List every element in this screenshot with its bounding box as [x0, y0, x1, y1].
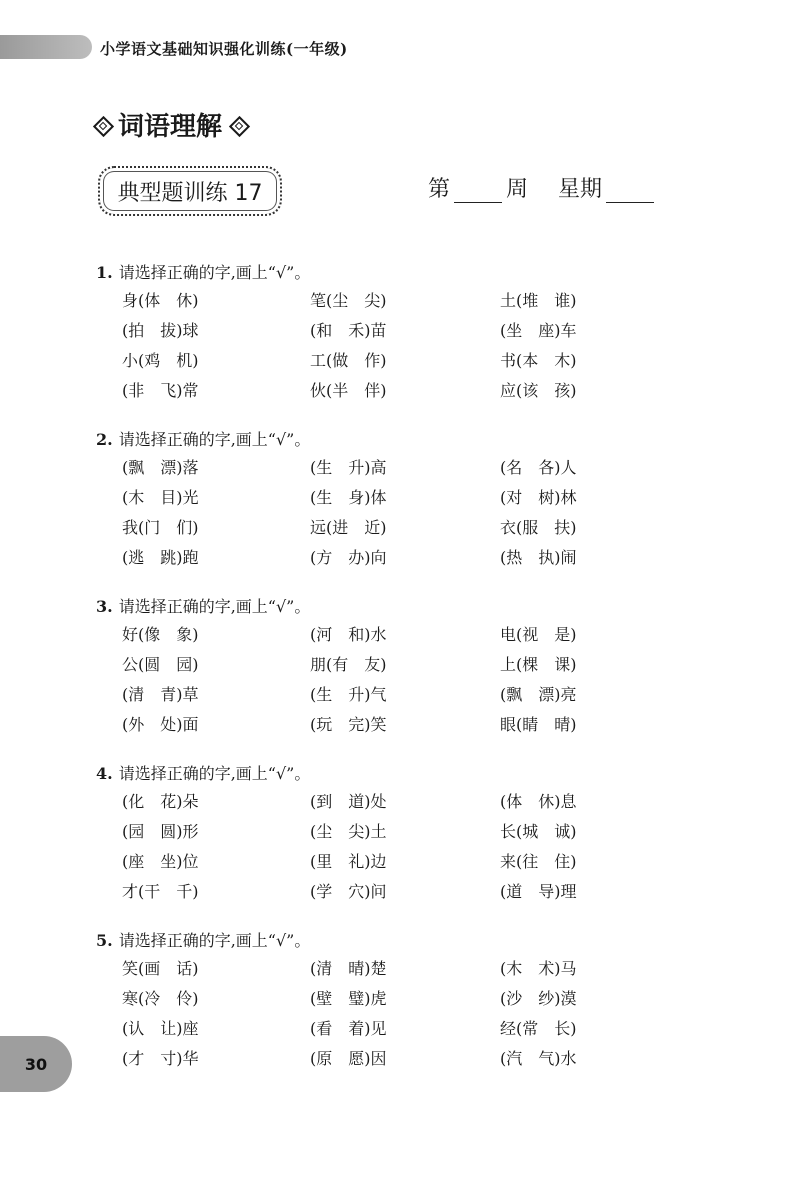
- choice-item[interactable]: 才(干 千): [122, 882, 199, 901]
- choice-item[interactable]: (逃 跳)跑: [122, 548, 199, 567]
- choice-item[interactable]: 笔(尘 尖): [310, 291, 387, 310]
- choice-item[interactable]: (园 圆)形: [122, 822, 199, 841]
- choice-item[interactable]: 好(像 象): [122, 625, 199, 644]
- choice-item[interactable]: (木 目)光: [122, 488, 199, 507]
- question-instruction: 请选择正确的字,画上“√”。: [118, 764, 311, 783]
- choice-item[interactable]: (清 青)草: [122, 685, 199, 704]
- choice-item[interactable]: (生 身)体: [310, 488, 387, 507]
- question-row: [96, 378, 616, 408]
- question-instruction: 请选择正确的字,画上“√”。: [118, 430, 311, 449]
- page-number: 30: [24, 1054, 48, 1074]
- question-block: [96, 258, 616, 408]
- weekday-blank[interactable]: [606, 178, 654, 203]
- question-row: [96, 712, 616, 742]
- question-row: [96, 789, 616, 819]
- question-row: [96, 652, 616, 682]
- question-row: [96, 682, 616, 712]
- choice-item[interactable]: (飘 漂)亮: [500, 685, 577, 704]
- question-title: [96, 926, 616, 956]
- choice-item[interactable]: 伙(半 伴): [310, 381, 387, 400]
- question-instruction: 请选择正确的字,画上“√”。: [118, 597, 311, 616]
- choice-item[interactable]: 土(堆 谁): [500, 291, 577, 310]
- choice-item[interactable]: 工(做 作): [310, 351, 387, 370]
- diamond-icon: [230, 117, 246, 133]
- question-number: 1.: [96, 263, 113, 282]
- choice-item[interactable]: (尘 尖)土: [310, 822, 387, 841]
- choice-item[interactable]: (木 术)马: [500, 959, 577, 978]
- choice-item[interactable]: (坐 座)车: [500, 321, 577, 340]
- choice-item[interactable]: (沙 纱)漠: [500, 989, 577, 1008]
- question-number: 4.: [96, 764, 113, 783]
- choice-item[interactable]: (汽 气)水: [500, 1049, 577, 1068]
- page-number-tab: [0, 1036, 72, 1092]
- choice-item[interactable]: 身(体 休): [122, 291, 199, 310]
- week-prefix: 第: [428, 177, 451, 202]
- choice-item[interactable]: 上(棵 课): [500, 655, 577, 674]
- choice-item[interactable]: (清 晴)楚: [310, 959, 387, 978]
- choice-item[interactable]: (化 花)朵: [122, 792, 199, 811]
- choice-item[interactable]: 书(本 木): [500, 351, 577, 370]
- choice-item[interactable]: (里 礼)边: [310, 852, 387, 871]
- question-number: 2.: [96, 430, 113, 449]
- choice-item[interactable]: 长(城 诚): [500, 822, 577, 841]
- choice-item[interactable]: (座 坐)位: [122, 852, 199, 871]
- choice-item[interactable]: 朋(有 友): [310, 655, 387, 674]
- choice-item[interactable]: (壁 璧)虎: [310, 989, 387, 1008]
- choice-item[interactable]: 眼(睛 晴): [500, 715, 577, 734]
- week-info: [428, 172, 654, 203]
- choice-item[interactable]: (到 道)处: [310, 792, 387, 811]
- question-row: [96, 318, 616, 348]
- question-row: [96, 515, 616, 545]
- question-row: [96, 485, 616, 515]
- question-block: [96, 592, 616, 742]
- choice-item[interactable]: (和 禾)苗: [310, 321, 387, 340]
- choice-item[interactable]: (体 休)息: [500, 792, 577, 811]
- choice-item[interactable]: (生 升)高: [310, 458, 387, 477]
- choice-item[interactable]: (热 执)闹: [500, 548, 577, 567]
- choice-item[interactable]: (名 各)人: [500, 458, 577, 477]
- question-row: [96, 849, 616, 879]
- question-row: [96, 1016, 616, 1046]
- question-row: [96, 348, 616, 378]
- question-title: [96, 425, 616, 455]
- choice-item[interactable]: (才 寸)华: [122, 1049, 199, 1068]
- choice-item[interactable]: (认 让)座: [122, 1019, 199, 1038]
- weekday-word: 星期: [558, 177, 603, 202]
- question-number: 5.: [96, 931, 113, 950]
- question-row: [96, 956, 616, 986]
- choice-item[interactable]: 远(进 近): [310, 518, 387, 537]
- choice-item[interactable]: (玩 完)笑: [310, 715, 387, 734]
- choice-item[interactable]: (对 树)林: [500, 488, 577, 507]
- choice-item[interactable]: (学 穴)问: [310, 882, 387, 901]
- choice-item[interactable]: 电(视 是): [500, 625, 577, 644]
- question-row: [96, 545, 616, 575]
- book-title: 小学语文基础知识强化训练(一年级): [100, 40, 348, 58]
- question-block: [96, 926, 616, 1076]
- question-title: [96, 592, 616, 622]
- choice-item[interactable]: 经(常 长): [500, 1019, 577, 1038]
- choice-item[interactable]: (看 着)见: [310, 1019, 387, 1038]
- question-title: [96, 759, 616, 789]
- question-block: [96, 425, 616, 575]
- question-instruction: 请选择正确的字,画上“√”。: [118, 263, 311, 282]
- choice-item[interactable]: (非 飞)常: [122, 381, 199, 400]
- choice-item[interactable]: (原 愿)因: [310, 1049, 387, 1068]
- question-title: [96, 258, 616, 288]
- training-label: 典型题训练 17: [117, 180, 263, 206]
- question-row: [96, 1046, 616, 1076]
- section-heading: [94, 106, 246, 143]
- question-number: 3.: [96, 597, 113, 616]
- question-row: [96, 986, 616, 1016]
- choice-item[interactable]: 来(往 住): [500, 852, 577, 871]
- choice-item[interactable]: (生 升)气: [310, 685, 387, 704]
- choice-item[interactable]: 衣(服 扶): [500, 518, 577, 537]
- question-row: [96, 622, 616, 652]
- choice-item[interactable]: (河 和)水: [310, 625, 387, 644]
- week-word: 周: [506, 177, 529, 202]
- choice-item[interactable]: 小(鸡 机): [122, 351, 199, 370]
- choice-item[interactable]: (道 导)理: [500, 882, 577, 901]
- week-blank[interactable]: [454, 178, 502, 203]
- question-row: [96, 455, 616, 485]
- choice-item[interactable]: (拍 拔)球: [122, 321, 199, 340]
- choice-item[interactable]: (飘 漂)落: [122, 458, 199, 477]
- diamond-icon: [94, 117, 110, 133]
- training-label-box: [98, 166, 282, 216]
- question-row: [96, 879, 616, 909]
- choice-item[interactable]: 应(该 孩): [500, 381, 577, 400]
- question-row: [96, 819, 616, 849]
- choice-item[interactable]: 公(圆 园): [122, 655, 199, 674]
- choice-item[interactable]: (方 办)向: [310, 548, 387, 567]
- question-row: [96, 288, 616, 318]
- choice-item[interactable]: 我(门 们): [122, 518, 199, 537]
- question-instruction: 请选择正确的字,画上“√”。: [118, 931, 311, 950]
- choice-item[interactable]: (外 处)面: [122, 715, 199, 734]
- choice-item[interactable]: 寒(冷 伶): [122, 989, 199, 1008]
- choice-item[interactable]: 笑(画 话): [122, 959, 199, 978]
- section-title: 词语理解: [118, 112, 223, 142]
- header-tab-decoration: [0, 35, 92, 59]
- question-block: [96, 759, 616, 909]
